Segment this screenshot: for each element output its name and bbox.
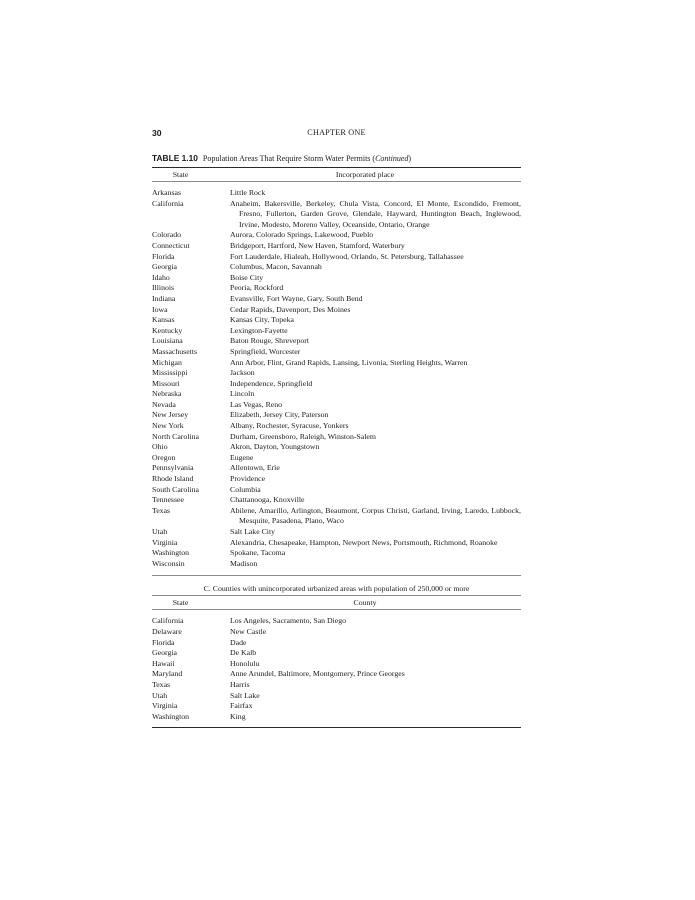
- state-cell: Nevada: [152, 399, 176, 409]
- table-row: [152, 712, 521, 723]
- table-row: [152, 347, 521, 358]
- place-cell: Columbus, Macon, Savannah: [230, 262, 322, 272]
- table-row: [152, 410, 521, 421]
- state-cell: Iowa: [152, 304, 168, 314]
- state-cell: Virginia: [152, 537, 178, 547]
- state-cell: Georgia: [152, 262, 177, 272]
- place-cell: Baton Rouge, Shreveport: [230, 336, 310, 346]
- county-cell: New Castle: [230, 626, 267, 636]
- place-cell: Madison: [230, 558, 258, 568]
- table-row: [152, 669, 521, 680]
- place-cell: Springfield, Worcester: [230, 346, 301, 356]
- table-row: [152, 188, 521, 199]
- chapter-title: CHAPTER ONE: [307, 128, 366, 137]
- table-row: [152, 474, 521, 485]
- table-row: [152, 315, 521, 326]
- place-cell: Albany, Rochester, Syracuse, Yonkers: [230, 421, 349, 431]
- state-cell: California: [152, 616, 184, 626]
- column-header-place: Incorporated place: [335, 170, 395, 179]
- place-cell: Eugene: [230, 452, 254, 462]
- table-row: [152, 442, 521, 453]
- state-cell: Washington: [152, 711, 190, 721]
- state-cell: New York: [152, 421, 184, 431]
- county-cell: Anne Arundel, Baltimore, Montgomery, Prince Georges: [230, 669, 405, 679]
- state-cell: California: [152, 198, 184, 208]
- place-cell: Little Rock: [230, 188, 266, 197]
- place-cell: Lincoln: [230, 389, 255, 399]
- place-cell: Elizabeth, Jersey City, Paterson: [230, 410, 329, 420]
- section-c-top-rule: [152, 575, 521, 576]
- state-cell: Arkansas: [152, 188, 182, 197]
- state-cell: Florida: [152, 637, 175, 647]
- state-cell: Maryland: [152, 669, 183, 679]
- place-cell: Lexington-Fayette: [230, 325, 288, 335]
- table-row: [152, 538, 521, 549]
- table-row: [152, 691, 521, 702]
- state-cell: Connecticut: [152, 240, 190, 250]
- state-cell: Tennessee: [152, 495, 184, 505]
- table-label: TABLE 1.10: [152, 153, 198, 163]
- state-cell: Ohio: [152, 442, 168, 452]
- section-c-column-headers: [152, 596, 521, 609]
- state-cell: Massachusetts: [152, 346, 198, 356]
- state-cell: Florida: [152, 251, 175, 261]
- table-row: [152, 659, 521, 670]
- place-cell: Jackson: [230, 368, 255, 378]
- county-cell: Salt Lake: [230, 690, 260, 700]
- table-row: [152, 358, 521, 369]
- state-cell: Georgia: [152, 648, 177, 658]
- county-cell: Dade: [230, 637, 247, 647]
- state-cell: Kansas: [152, 315, 175, 325]
- place-cell: Alexandria, Chesapeake, Hampton, Newport News, Portsmouth, Richmond, Roanoke: [230, 537, 498, 547]
- book-page: [152, 126, 521, 728]
- place-cell: Durham, Greensboro, Raleigh, Winston-Salem: [230, 431, 376, 441]
- state-cell: Pennsylvania: [152, 463, 194, 473]
- section-c-header-rule: [152, 609, 521, 610]
- table-row: [152, 262, 521, 273]
- state-cell: Hawaii: [152, 658, 175, 668]
- state-cell: Washington: [152, 548, 190, 558]
- state-cell: Oregon: [152, 452, 176, 462]
- table-bottom-rule: [152, 727, 521, 728]
- state-cell: Delaware: [152, 626, 182, 636]
- section-c-title: C. Counties with unincorporated urbanized areas with population of 250,000 or more: [203, 584, 470, 594]
- state-cell: Wisconsin: [152, 558, 185, 568]
- table-row: [152, 230, 521, 241]
- table-row: [152, 199, 521, 231]
- place-cell: Akron, Dayton, Youngstown: [230, 442, 320, 452]
- table-row: [152, 701, 521, 712]
- state-cell: Missouri: [152, 378, 180, 388]
- page-number: 30: [152, 128, 162, 138]
- column-header-state: State: [172, 598, 189, 608]
- place-cell: Bridgeport, Hartford, New Haven, Stamford, Waterbury: [230, 240, 405, 250]
- state-cell: North Carolina: [152, 431, 199, 441]
- table-row: [152, 432, 521, 443]
- state-cell: Texas: [152, 505, 171, 515]
- county-cell: Harris: [230, 679, 250, 689]
- state-cell: Kentucky: [152, 325, 183, 335]
- place-cell: Cedar Rapids, Davenport, Des Moines: [230, 304, 351, 314]
- table-row: [152, 326, 521, 337]
- state-cell: Mississippi: [152, 368, 188, 378]
- place-cell: Columbia: [230, 484, 261, 494]
- county-cell: De Kalb: [230, 648, 257, 658]
- table-row: [152, 559, 521, 570]
- state-cell: Texas: [152, 679, 171, 689]
- table-title: Population Areas That Require Storm Water Permits (: [202, 154, 376, 163]
- table-row: [152, 241, 521, 252]
- table-row: [152, 485, 521, 496]
- state-cell: Virginia: [152, 701, 178, 711]
- state-cell: Rhode Island: [152, 474, 194, 484]
- state-cell: New Jersey: [152, 410, 189, 420]
- place-cell: Spokane, Tacoma: [230, 548, 286, 558]
- table-column-headers: [152, 168, 521, 181]
- place-cell: Peoria, Rockford: [230, 283, 284, 293]
- table-row: [152, 283, 521, 294]
- column-header-state: State: [172, 170, 189, 179]
- table-row: [152, 389, 521, 400]
- table-caption: [152, 153, 521, 164]
- place-cell: Providence: [230, 474, 266, 484]
- place-cell: Boise City: [230, 272, 264, 282]
- table-row: [152, 463, 521, 474]
- state-cell: Illinois: [152, 283, 175, 293]
- state-cell: South Carolina: [152, 484, 199, 494]
- county-cell: King: [230, 711, 246, 721]
- state-cell: Nebraska: [152, 389, 182, 399]
- place-cell: Allentown, Erie: [230, 463, 280, 473]
- table-row: [152, 252, 521, 263]
- table-row: [152, 548, 521, 559]
- state-cell: Utah: [152, 690, 168, 700]
- table-row: [152, 273, 521, 284]
- table-row: [152, 638, 521, 649]
- table-row: [152, 453, 521, 464]
- table-body: [152, 188, 521, 569]
- table-row: [152, 294, 521, 305]
- county-cell: Honolulu: [230, 658, 260, 668]
- table-row: [152, 506, 521, 527]
- place-cell: Aurora, Colorado Springs, Lakewood, Pueblo: [230, 230, 374, 240]
- table-row: [152, 627, 521, 638]
- table-title-end: ): [408, 154, 412, 163]
- place-cell: Kansas City, Topeka: [230, 315, 294, 325]
- table-row: [152, 400, 521, 411]
- place-cell: Las Vegas, Reno: [230, 399, 283, 409]
- table-row: [152, 616, 521, 627]
- state-cell: Michigan: [152, 357, 182, 367]
- state-cell: Utah: [152, 527, 168, 536]
- state-cell: Louisiana: [152, 336, 183, 346]
- place-cell: Fort Lauderdale, Hialeah, Hollywood, Orlando, St. Petersburg, Tallahassee: [230, 251, 464, 261]
- table-row: [152, 368, 521, 379]
- running-head: [152, 126, 521, 140]
- state-cell: Colorado: [152, 230, 182, 240]
- place-cell: Chattanooga, Knoxville: [230, 495, 305, 505]
- table-row: [152, 527, 521, 538]
- state-cell: Indiana: [152, 293, 176, 303]
- table-title-continued: Continued: [375, 154, 409, 163]
- county-cell: Fairfax: [230, 701, 253, 711]
- table-row: [152, 336, 521, 347]
- place-cell: Independence, Springfield: [230, 378, 313, 388]
- table-row: [152, 379, 521, 390]
- state-cell: Idaho: [152, 272, 170, 282]
- place-cell: Anaheim, Bakersville, Berkeley, Chula Vista, Concord, El Monte, Escondido, Fremont, Fresno, Fullerton, Garden Grove, Glendale, Hayward, Huntington Beach, Inglewood, Irvine, Modesto, Moreno Valley, Oceanside, Ontario, Orange: [230, 198, 521, 229]
- place-cell: Evansville, Fort Wayne, Gary, South Bend: [230, 293, 363, 303]
- column-header-county: County: [353, 598, 377, 608]
- place-cell: Salt Lake City: [230, 527, 276, 536]
- place-cell: Abilene, Amarillo, Arlington, Beaumont, Corpus Christi, Garland, Irving, Laredo, Lubbock, Mesquite, Pasadena, Plano, Waco: [230, 505, 521, 526]
- table-row: [152, 648, 521, 659]
- table-row: [152, 680, 521, 691]
- table-row: [152, 495, 521, 506]
- place-cell: Ann Arbor, Flint, Grand Rapids, Lansing, Livonia, Sterling Heights, Warren: [230, 357, 468, 367]
- county-cell: Los Angeles, Sacramento, San Diego: [230, 616, 347, 626]
- table-row: [152, 421, 521, 432]
- section-c-body: [152, 616, 521, 722]
- table-header-rule: [152, 181, 521, 182]
- table-row: [152, 305, 521, 316]
